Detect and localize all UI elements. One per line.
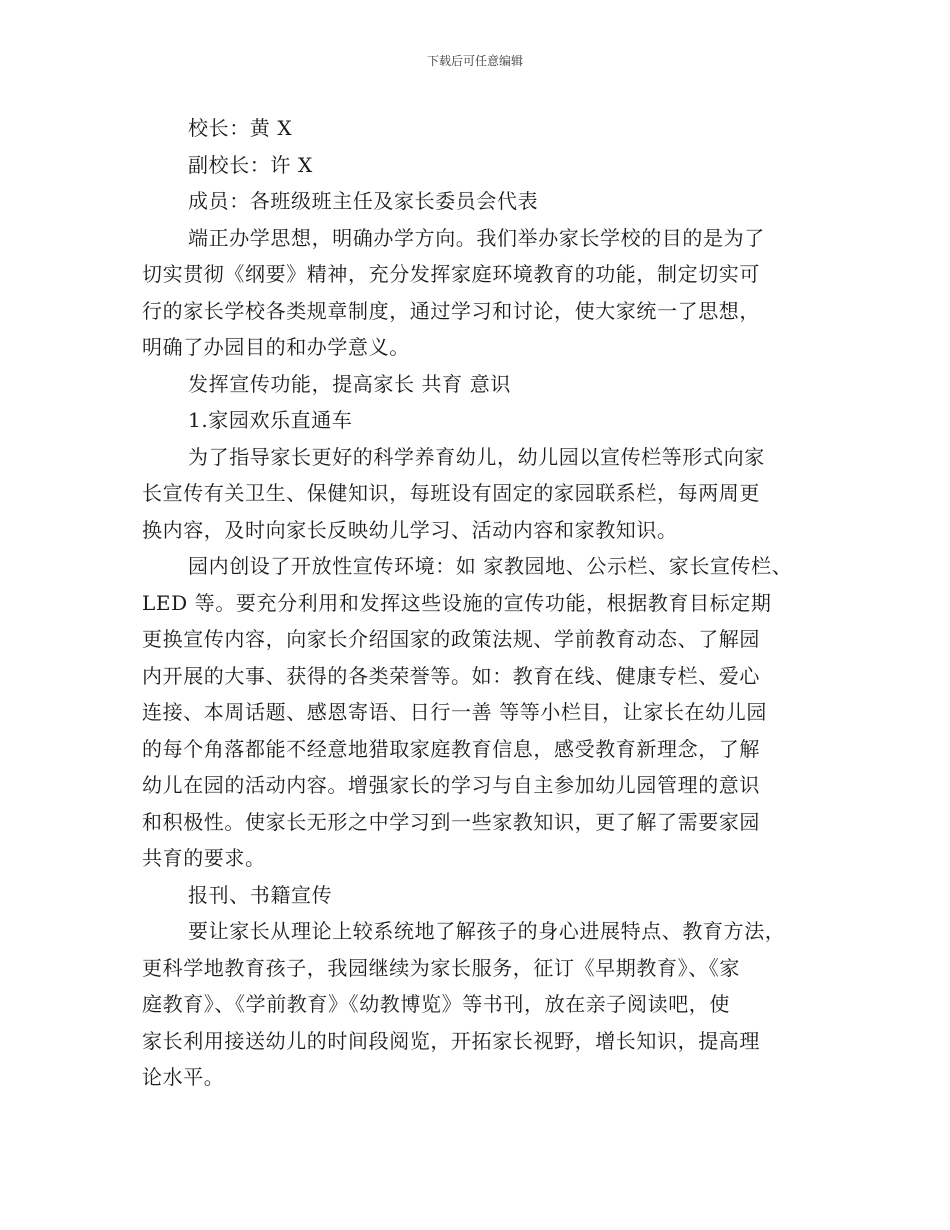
text-line: 论水平。 xyxy=(142,1065,225,1089)
text-line: 要让家长从理论上较系统地了解孩子的身心进展特点、教育方法， xyxy=(188,919,786,943)
text-line: 园内创设了开放性宣传环境：如 家教园地、公示栏、家长宣传栏、 xyxy=(188,554,793,578)
text-line: 为了指导家长更好的科学养育幼儿，幼儿园以宣传栏等形式向家 xyxy=(188,444,765,469)
text-line: 校长：黄 X xyxy=(188,116,293,140)
text-line: 幼儿在园的活动内容。增强家长的学习与自主参加幼儿园管理的意识 xyxy=(142,773,760,797)
text-line: 长宣传有关卫生、保健知识，每班设有固定的家园联系栏，每两周更 xyxy=(142,481,760,505)
text-line: 的每个角落都能不经意地猎取家庭教育信息，感受教育新理念，了解 xyxy=(142,736,760,761)
text-line: 换内容，及时向家长反映幼儿学习、活动内容和家教知识。 xyxy=(142,517,678,542)
text-line: 明确了办园目的和办学意义。 xyxy=(142,335,410,359)
page-header: 下载后可任意编辑 xyxy=(426,54,523,68)
subsection-heading: 1.家园欢乐直通车 xyxy=(188,408,353,432)
text-line: 更科学地教育孩子，我园继续为家长服务，征订《早期教育》、《家 xyxy=(142,955,740,980)
text-line: 共育的要求。 xyxy=(142,846,266,870)
text-line: 成员：各班级班主任及家长委员会代表 xyxy=(188,189,539,213)
text-line: 行的家长学校各类规章制度，通过学习和讨论，使大家统一了思想， xyxy=(142,298,760,323)
text-line: 端正办学思想，明确办学方向。我们举办家长学校的目的是为了 xyxy=(188,225,765,250)
text-line: 和积极性。使家长无形之中学习到一些家教知识，更了解了需要家园 xyxy=(142,809,760,834)
text-line: 连接、本周话题、感恩寄语、日行一善 等等小栏目，让家长在幼儿园 xyxy=(142,700,767,724)
text-line: 切实贯彻《纲要》精神，充分发挥家庭环境教育的功能，制定切实可 xyxy=(142,262,760,286)
text-line: 副校长：许 X xyxy=(188,152,313,177)
text-line: LED 等。要充分利用和发挥这些设施的宣传功能，根据教育目标定期 xyxy=(142,590,772,615)
text-line: 家长利用接送幼儿的时间段阅览，开拓家长视野，增长知识，提高理 xyxy=(142,1028,760,1053)
text-line: 内开展的大事、获得的各类荣誉等。如：教育在线、健康专栏、爱心 xyxy=(142,663,760,688)
text-line: 庭教育》、《学前教育》《幼教博览》等书刊，放在亲子阅读吧，使 xyxy=(142,992,730,1016)
section-heading: 发挥宣传功能，提高家长 共育 意识 xyxy=(188,371,511,396)
section-heading: 报刊、书籍宣传 xyxy=(188,882,333,907)
text-line: 更换宣传内容，向家长介绍国家的政策法规、学前教育动态、了解园 xyxy=(142,627,760,651)
document-body xyxy=(142,110,822,1096)
